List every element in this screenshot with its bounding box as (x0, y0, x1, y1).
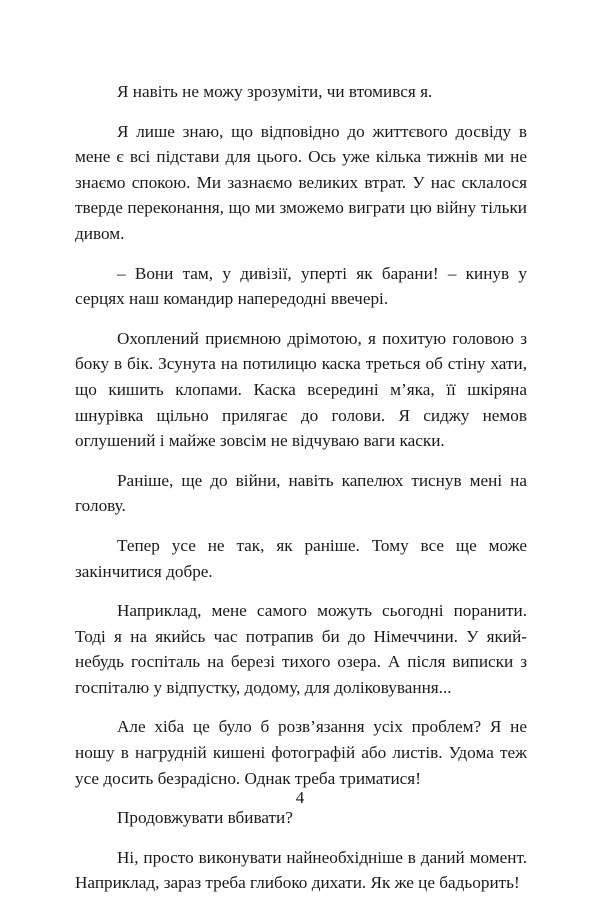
paragraph: Продовжувати вбивати? (117, 808, 293, 828)
body-text (75, 79, 527, 910)
paragraph: Ні, просто виконувати найнеобхідніше в даний момент. Наприклад, зараз треба глибоко дихати. Як же це бадьорить! (75, 847, 527, 893)
paragraph: Я навіть не можу зрозуміти, чи втомився я. (117, 82, 433, 101)
paragraph: Але хіба це було б розв’язання усіх проблем? Я не ношу в нагрудній кишені фотографій або листів. Удома теж усе досить безрадісно. Однак треба триматися! (75, 717, 527, 788)
paragraph: Наприклад, мене самого можуть сьогодні поранити. Тоді я на якийсь час потрапив би до Німеччини. У який-небудь госпіталь на березі тихого озера. А після виписки з госпіталю у відпустку, додому, для доліковування... (75, 601, 527, 697)
paragraph: Тепер усе не так, як раніше. Тому все ще може закінчитися добре. (75, 535, 527, 581)
paragraph: Раніше, ще до війни, навіть капелюх тиснув мені на голову. (75, 470, 527, 516)
paragraph: Я лише знаю, що відповідно до життєвого досвіду в мене є всі підстави для цього. Ось уже кілька тижнів ми не знаємо спокою. Ми зазнаємо великих втрат. У нас склалося тверде переконання, що ми зможемо виграти цю війну тільки дивом. (75, 121, 527, 243)
page-number: 4 (295, 788, 305, 807)
paragraph: Охоплений приємною дрімотою, я похитую головою з боку в бік. Зсунута на потилицю каска треться об стіну хати, що кишить клопами. Каска всередині м’яка, її шкіряна шнурівка щільно прилягає до голови. Я сиджу немов оглушений і майже зовсім не відчуваю ваги каски. (75, 328, 527, 451)
paragraph: – Вони там, у дивізії, уперті як барани! – кинув у серцях наш командир напередодні ввечері. (75, 263, 527, 309)
